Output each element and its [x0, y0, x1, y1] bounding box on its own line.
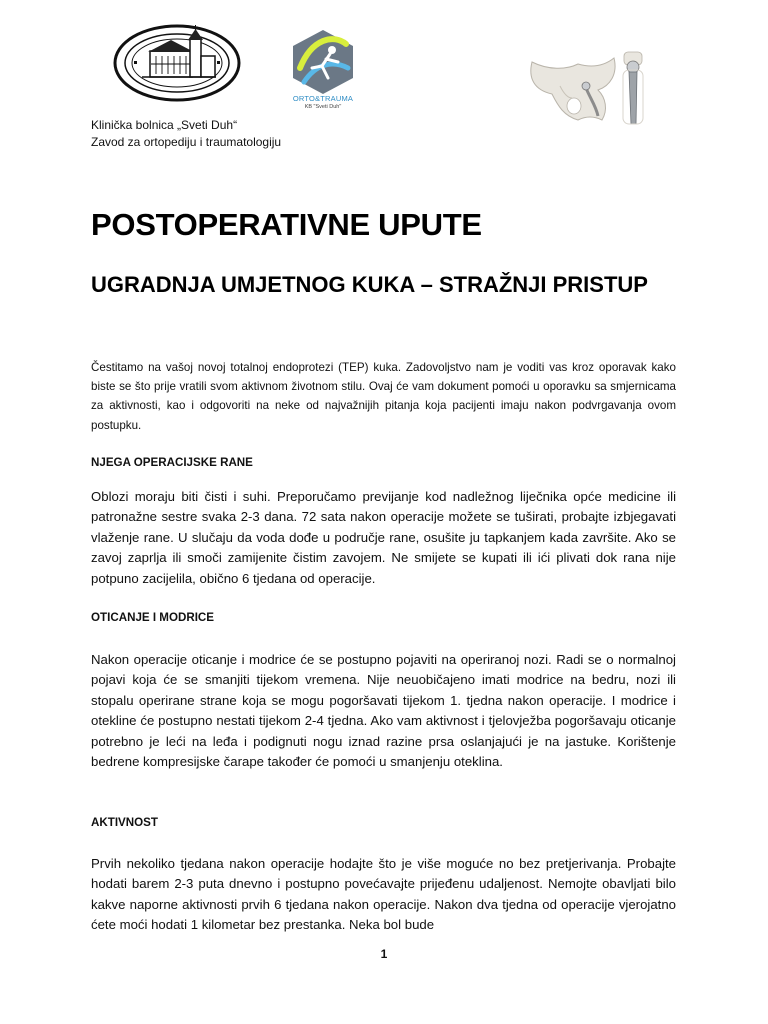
intro-paragraph: Čestitamo na vašoj novoj totalnoj endoprotezi (TEP) kuka. Zadovoljstvo nam je voditi vas kroz oporavak kako biste se što prije vratili svom aktivnom životnom stilu. Ovaj će vam dokument pomoći u oporavku sa smjernicama za aktivnosti, kao i odgovoriti na neke od najvažnijih pitanja koja pacijenti imaju nakon podvrgavanja ovom postupku.	[91, 361, 676, 432]
section-text-wound-care: Oblozi moraju biti čisti i suhi. Preporučamo previjanje kod nadležnog liječnika opće medicine ili patronažne sestre svaka 2-3 dana. 72 sata nakon operacije možete se tuširati, probajte izbjegavati vlaženje rane. U slučaju da voda dođe u područje rane, osušite ju tapkanjem kada završite. Ako se zavoj zaprlja ili smoči zamijenite čistim zavojem. Ne smijete se kupati ili ići plivati dok rana nije potpuno zacijelila, obično 6 tjedana od operacije.	[91, 489, 676, 586]
ortho-trauma-hospital: KB "Sveti Duh"	[304, 104, 342, 110]
hospital-name-block	[91, 117, 281, 151]
section-title-activity: AKTIVNOST	[91, 816, 158, 829]
ortho-trauma-logo	[282, 28, 364, 114]
section-text-swelling: Nakon operacije oticanje i modrice će se postupno pojaviti na operiranoj nozi. Radi se o normalnoj pojavi koja će se smanjiti tijekom vremena. Nije neuobičajeno imati modrice na bedru, nozi ili stopalu operirane strane koja se mogu pogoršavati tijekom 1. tjedna nakon operacije. I modrice i otekline će postupno nestati tijekom 2-4 tjedna. Ako vam aktivnost i tjelovježba pogoršavaju oticanje potrebno je leći na leđa i podignuti nogu iznad razine prsa oslanjajući je na jastuke. Korištenje bedrene kompresijske čarape također će pomoći u smanjenju oteklina.	[91, 652, 676, 770]
document-title: POSTOPERATIVNE UPUTE	[91, 207, 482, 242]
hip-implant-illustration	[524, 50, 664, 126]
page-number: 1	[380, 947, 388, 961]
document-subtitle: UGRADNJA UMJETNOG KUKA – STRAŽNJI PRISTUP	[91, 272, 648, 297]
hospital-seal-logo	[112, 23, 242, 103]
section-title-wound-care: NJEGA OPERACIJSKE RANE	[91, 456, 253, 469]
hospital-name: Klinička bolnica „Sveti Duh“	[91, 118, 238, 132]
department-name: Zavod za ortopediju i traumatologiju	[91, 135, 282, 149]
section-text-activity: Prvih nekoliko tjedana nakon operacije hodajte što je više moguće no bez pretjerivanja. Probajte hodati barem 2-3 puta dnevno i postupno povećavajte prijeđenu udaljenost. Nemojte obavljati bilo kakve naporne aktivnosti prvih 6 tjedana nakon operacije. Nakon dva tjedna od operacije vjerojatno ćete moći hodati 1 kilometar bez prestanka. Neka bol bude	[91, 856, 676, 933]
ortho-trauma-name: ORTO&TRAUMA	[292, 94, 354, 103]
section-title-swelling: OTICANJE I MODRICE	[91, 611, 215, 624]
